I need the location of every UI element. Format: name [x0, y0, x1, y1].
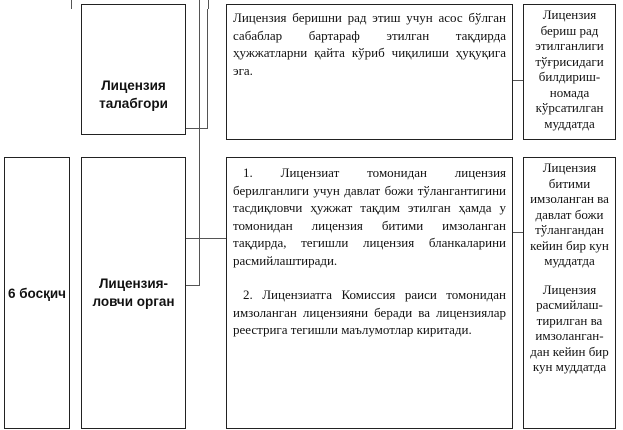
paragraph-gap: [527, 269, 612, 282]
connector-line: [186, 285, 200, 286]
paragraph-gap: [233, 269, 506, 286]
authority-term-text-2: Лицензия расмийлаш-тирилган ва имзоланган-дан кейин бир кун муддатда: [530, 281, 609, 374]
connector-line: [186, 238, 226, 239]
applicant-role-box: [81, 4, 186, 135]
connector-line: [208, 0, 209, 9]
connector-line: [513, 232, 523, 233]
stage-label: 6 босқич: [7, 285, 67, 301]
authority-term-text-1: Лицензия битими имзоланган ва давлат божи тўлангандан кейин бир кун муддатда: [530, 160, 609, 268]
authority-role-label: Лицензия-ловчи орган: [92, 276, 175, 309]
authority-description-step-2: 2. Лицензиатга Комиссия раиси томонидан имзоланган лицензияни беради ва лицензиялар реестрига тегишли маълумотлар киритади.: [233, 287, 506, 337]
stage-box: [4, 157, 70, 429]
applicant-term-box: [523, 4, 616, 140]
applicant-description-text: Лицензия беришни рад этиш учун асос бўлган сабаблар бартараф этилган тақдирда ҳужжатларни қайта кўриб чиқилиши ҳуқуқига эга.: [233, 10, 506, 78]
connector-line: [513, 80, 523, 81]
connector-line: [207, 9, 208, 129]
authority-description-box: [226, 157, 513, 429]
connector-line: [186, 128, 208, 129]
authority-term-box: [523, 157, 616, 429]
applicant-term-text: Лицензия бериш рад этилганлиги тўғрисидаги билдириш-номада кўрсатилган муддатда: [535, 7, 604, 131]
applicant-description-box: [226, 4, 513, 140]
applicant-role-label: Лицензия талабгори: [99, 77, 168, 111]
connector-line: [71, 0, 72, 9]
authority-role-box: [81, 157, 186, 429]
authority-description-step-1: 1. Лицензиат томонидан лицензия берилганлиги учун давлат божи тўлангантигини тасдиқловчи ҳужжат тақдим этилган ҳамда у томонидан лицензия битими имзоланган тақдирда, тегишли лицензия бланкаларини расмийлаштиради.: [233, 165, 506, 268]
connector-line: [199, 0, 200, 285]
